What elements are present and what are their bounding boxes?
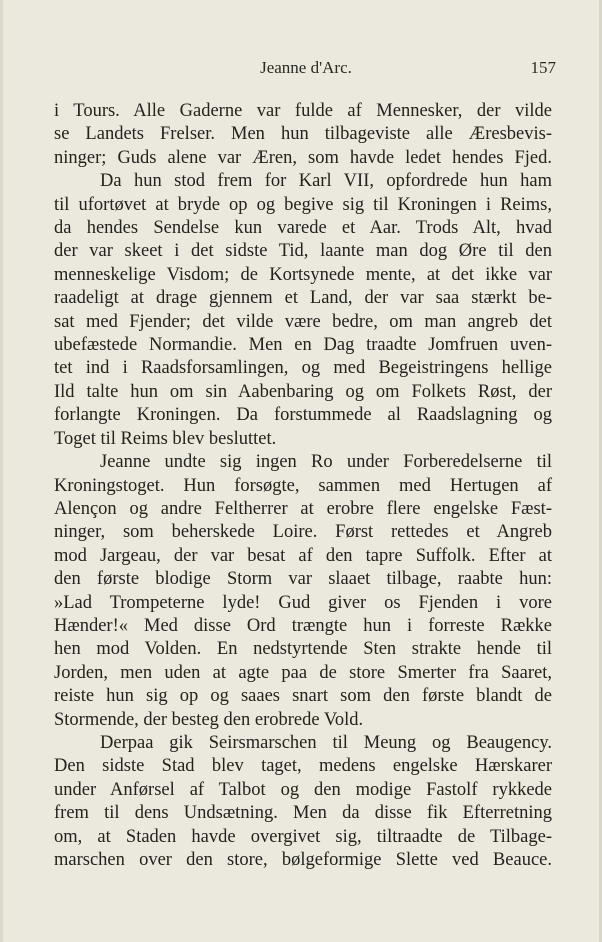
text-line: under Anførsel af Talbot og den modige Fastolf rykkede (54, 779, 552, 800)
running-title: Jeanne d'Arc. (260, 58, 352, 77)
page-header (56, 58, 556, 82)
text-line: Derpaa gik Seirsmarschen til Meung og Beaugency. (100, 732, 552, 753)
text-line: ninger, som beherskede Loire. Først rettedes et Angreb (54, 522, 552, 543)
text-line: marschen over den store, bølgeformige Slette ved Beauce. (54, 850, 552, 870)
page-edge (0, 0, 3, 942)
text-line: se Landets Frelser. Men hun tilbageviste alle Æresbevis- (54, 124, 552, 145)
text-line: der var skeet i det sidste Tid, laante man dog Øre til den (54, 241, 552, 262)
paragraph (54, 732, 552, 872)
paragraph (54, 170, 552, 451)
text-line: hen mod Volden. En nedstyrtende Sten strakte hende til (54, 639, 552, 660)
text-line: Den sidste Stad blev taget, medens engelske Hærskarer (54, 756, 552, 777)
text-line: om, at Staden havde overgivet sig, tiltraadte de Tilbage- (54, 826, 552, 847)
text-line: Da hun stod frem for Karl VII, opfordrede hun ham (100, 171, 552, 192)
text-line: Ild talte hun om sin Aabenbaring og om Folkets Røst, der (54, 381, 552, 402)
text-line: Hænder!« Med disse Ord trængte hun i forreste Række (54, 615, 552, 636)
text-line: da hendes Sendelse kun varede et Aar. Trods Alt, hvad (54, 218, 552, 239)
page-number: 157 (530, 58, 556, 77)
text-line: til ufortøvet at bryde op og begive sig til Kroningen i Reims, (54, 194, 552, 215)
text-line: den første blodige Storm var slaaet tilbage, raabte hun: (54, 569, 552, 590)
body-text (54, 100, 552, 872)
text-line: reiste hun sig op og saaes snart som den første blandt de (54, 686, 552, 707)
text-line: Kroningstoget. Hun forsøgte, sammen med Hertugen af (54, 475, 552, 496)
text-line: frem til dens Undsætning. Men da disse fik Efterretning (54, 803, 552, 824)
paragraph (54, 100, 552, 170)
text-line: Alençon og andre Feltherrer at erobre flere engelske Fæst- (54, 498, 552, 519)
text-line: Jeanne undte sig ingen Ro under Forberedelserne til (100, 452, 552, 473)
text-line: tet ind i Raadsforsamlingen, og med Begeistringens hellige (54, 358, 552, 379)
text-line: i Tours. Alle Gaderne var fulde af Mennesker, der vilde (54, 101, 552, 121)
paragraph (54, 451, 552, 732)
text-line: Jorden, men uden at agte paa de store Smerter fra Saaret, (54, 662, 552, 683)
text-line: ninger; Guds alene var Æren, som havde ledet hendes Fjed. (54, 147, 552, 168)
text-line: Stormende, der besteg den erobrede Vold. (54, 709, 364, 730)
text-line: Toget til Reims blev besluttet. (54, 428, 277, 449)
text-line: forlangte Kroningen. Da forstummede al Raadslagning og (54, 405, 552, 426)
text-line: »Lad Trompeterne lyde! Gud giver os Fjenden i vore (54, 592, 552, 613)
text-line: mod Jargeau, der var besat af den tapre Suffolk. Efter at (54, 545, 552, 566)
text-line: sat med Fjender; det vilde være bedre, om man angreb det (54, 311, 552, 332)
text-line: ubefæstede Normandie. Men en Dag traadte Jomfruen uven- (54, 335, 552, 356)
text-line: menneskelige Visdom; de Kortsynede mente, at det ikke var (54, 264, 552, 285)
text-line: raadeligt at drage gjennem et Land, der var saa stærkt be- (54, 288, 552, 309)
